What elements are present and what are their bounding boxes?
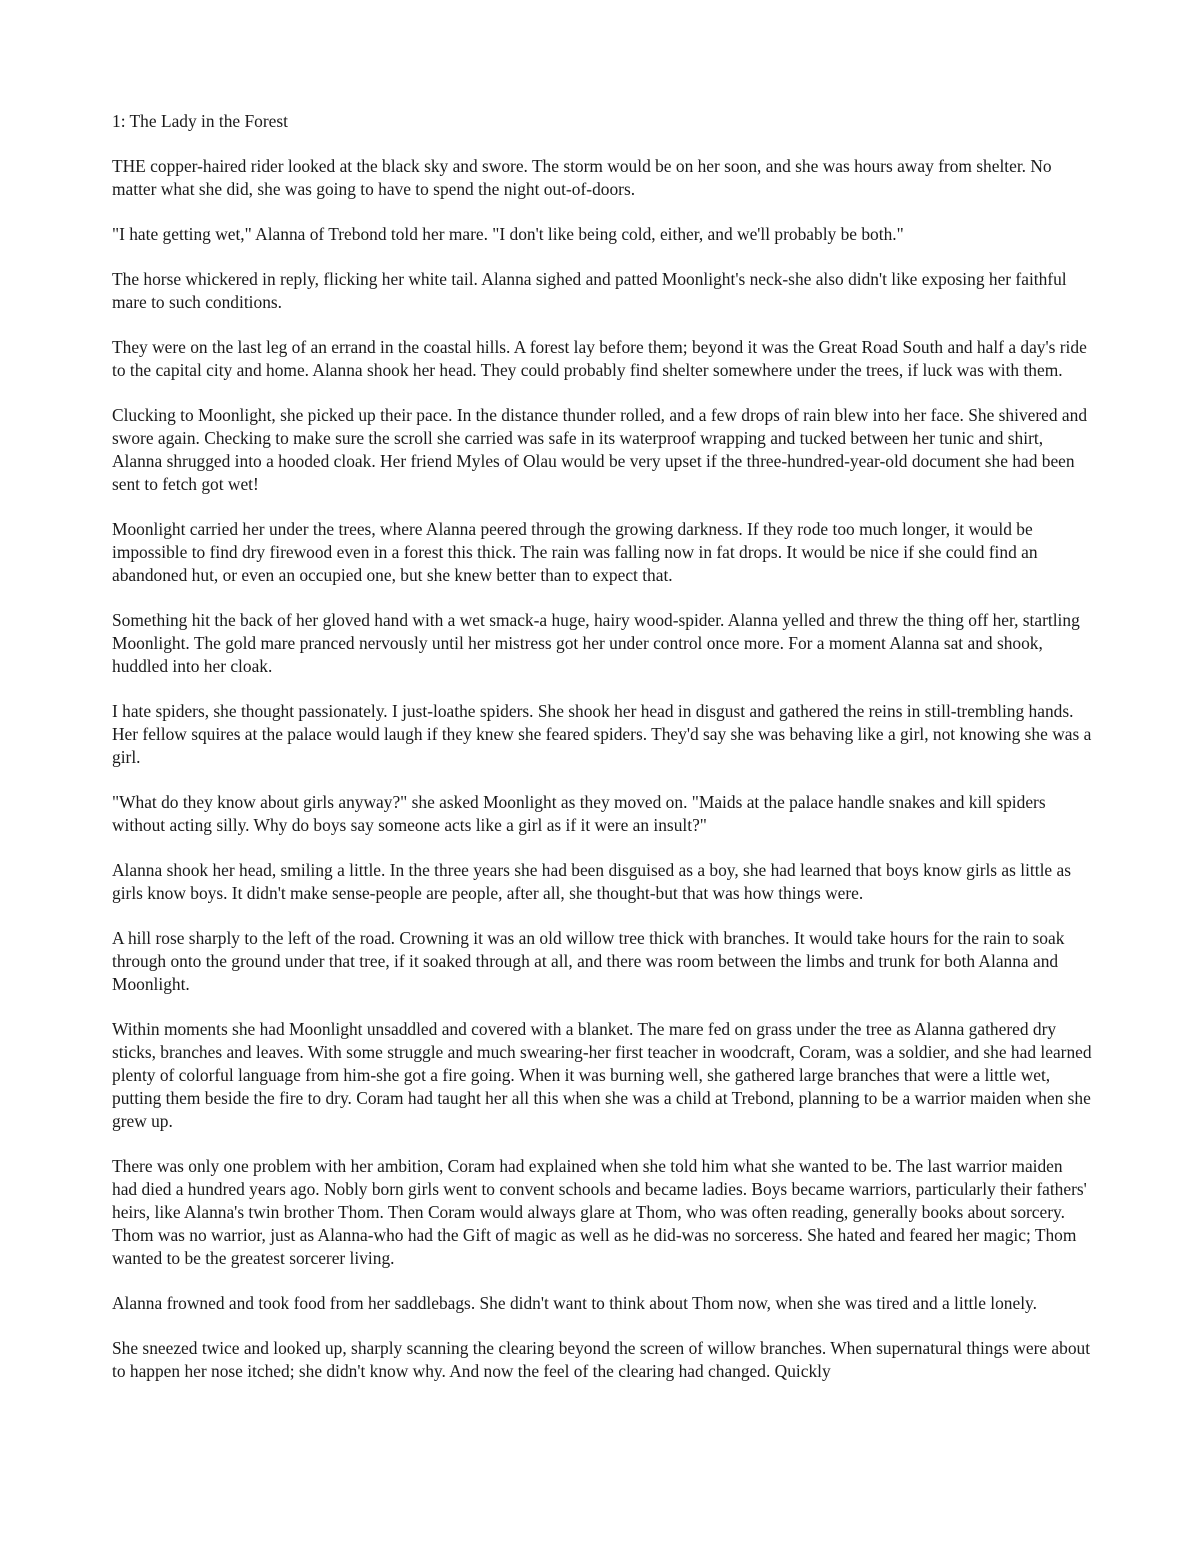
chapter-title: 1: The Lady in the Forest <box>112 111 288 131</box>
document-page <box>112 110 1092 1405</box>
paragraph: Clucking to Moonlight, she picked up their pace. In the distance thunder rolled, and a few drops of rain blew into her face. She shivered and swore again. Checking to make sure the scroll she carried was safe in its waterproof wrapping and tucked between her tunic and shirt, Alanna shrugged into a hooded cloak. Her friend Myles of Olau would be very upset if the three-hundred-year-old document she had been sent to fetch got wet! <box>112 405 1088 494</box>
paragraph: "I hate getting wet," Alanna of Trebond told her mare. "I don't like being cold, either, and we'll probably be both." <box>112 224 904 244</box>
paragraph: Moonlight carried her under the trees, where Alanna peered through the growing darkness. If they rode too much longer, it would be impossible to find dry firewood even in a forest this thick. The rain was falling now in fat drops. It would be nice if she could find an abandoned hut, or even an occupied one, but she knew better than to expect that. <box>112 519 1038 585</box>
paragraph: I hate spiders, she thought passionately. I just-loathe spiders. She shook her head in disgust and gathered the reins in still-trembling hands. Her fellow squires at the palace would laugh if they knew she feared spiders. They'd say she was behaving like a girl, not knowing she was a girl. <box>112 701 1092 767</box>
paragraph: "What do they know about girls anyway?" she asked Moonlight as they moved on. "Maids at the palace handle snakes and kill spiders without acting silly. Why do boys say someone acts like a girl as if it were an insult?" <box>112 792 1046 835</box>
paragraph: Within moments she had Moonlight unsaddled and covered with a blanket. The mare fed on grass under the tree as Alanna gathered dry sticks, branches and leaves. With some struggle and much swearing-her first teacher in woodcraft, Coram, was a soldier, and she had learned plenty of colorful language from him-she got a fire going. When it was burning well, she gathered large branches that were a little wet, putting them beside the fire to dry. Coram had taught her all this when she was a child at Trebond, planning to be a warrior maiden when she grew up. <box>112 1019 1092 1131</box>
paragraph: There was only one problem with her ambition, Coram had explained when she told him what she wanted to be. The last warrior maiden had died a hundred years ago. Nobly born girls went to convent schools and became ladies. Boys became warriors, particularly their fathers' heirs, like Alanna's twin brother Thom. Then Coram would always glare at Thom, who was often reading, generally books about sorcery. Thom was no warrior, just as Alanna-who had the Gift of magic as well as he did-was no sorceress. She hated and feared her magic; Thom wanted to be the greatest sorcerer living. <box>112 1156 1087 1268</box>
paragraph: THE copper-haired rider looked at the black sky and swore. The storm would be on her soon, and she was hours away from shelter. No matter what she did, she was going to have to spend the night out-of-doors. <box>112 156 1052 199</box>
paragraph: They were on the last leg of an errand in the coastal hills. A forest lay before them; beyond it was the Great Road South and half a day's ride to the capital city and home. Alanna shook her head. They could probably find shelter somewhere under the trees, if luck was with them. <box>112 337 1087 380</box>
paragraph: Alanna frowned and took food from her saddlebags. She didn't want to think about Thom now, when she was tired and a little lonely. <box>112 1293 1037 1313</box>
paragraph: Alanna shook her head, smiling a little. In the three years she had been disguised as a boy, she had learned that boys know girls as little as girls know boys. It didn't make sense-people are people, after all, she thought-but that was how things were. <box>112 860 1071 903</box>
paragraph: Something hit the back of her gloved hand with a wet smack-a huge, hairy wood-spider. Alanna yelled and threw the thing off her, startling Moonlight. The gold mare pranced nervously until her mistress got her under control once more. For a moment Alanna sat and shook, huddled into her cloak. <box>112 610 1080 676</box>
paragraph: A hill rose sharply to the left of the road. Crowning it was an old willow tree thick with branches. It would take hours for the rain to soak through onto the ground under that tree, if it soaked through at all, and there was room between the limbs and trunk for both Alanna and Moonlight. <box>112 928 1065 994</box>
paragraph: She sneezed twice and looked up, sharply scanning the clearing beyond the screen of willow branches. When supernatural things were about to happen her nose itched; she didn't know why. And now the feel of the clearing had changed. Quickly <box>112 1338 1091 1381</box>
paragraph: The horse whickered in reply, flicking her white tail. Alanna sighed and patted Moonlight's neck-she also didn't like exposing her faithful mare to such conditions. <box>112 269 1067 312</box>
